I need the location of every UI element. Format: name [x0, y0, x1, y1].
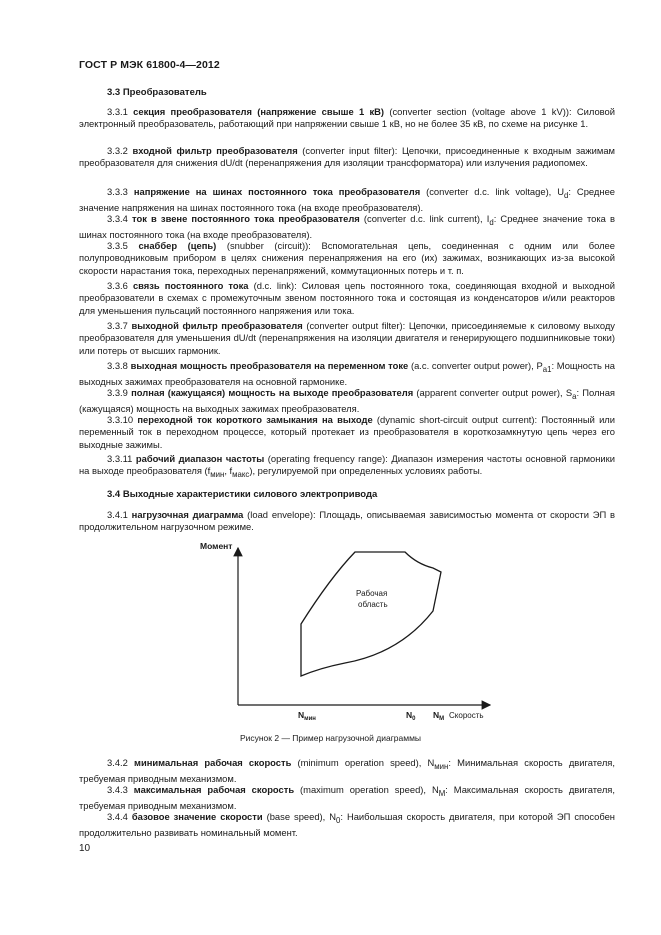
definition-3-3-2: 3.3.2 входной фильтр преобразователя (converter input filter): Цепочки, присоединенные к входным зажимам преобразователя для снижения dU/dt (перенапряжения для изоляции трансформатора) или излучения радиопомех. — [79, 145, 615, 169]
x-tick-n0: $N_0$ — [406, 710, 416, 722]
definition-3-3-11: 3.3.11 рабочий диапазон частоты (operating frequency range): Диапазон измерения частоты основной гармоники на выходе преобразователя ($f_{мин}$, $f_{макс}$), регулируемой при определенных условиях работы. — [79, 453, 615, 480]
x-tick-nmin: $N_{мин}$ — [298, 710, 316, 722]
region-label-line2: область — [358, 600, 388, 609]
definition-3-3-3: 3.3.3 напряжение на шинах постоянного тока преобразователя (converter d.c. link voltage), $U_d$: Среднее значение напряжения на шинах постоянного тока (на входе преобразователя). — [79, 186, 615, 214]
y-axis-label: Момент — [200, 541, 233, 551]
page-header: ГОСТ Р МЭК 61800-4—2012 — [79, 59, 220, 71]
figure-caption: Рисунок 2 — Пример нагрузочной диаграммы — [239, 733, 422, 743]
definition-3-3-7: 3.3.7 выходной фильтр преобразователя (converter output filter): Цепочки, присоединяемые к силовому выходу преобразователя для уменьшения dU/dt (перенапряжения на изоляции двигателя и генерирующего подшипниковые токи) или потерь от высших гармоник. — [79, 320, 615, 356]
load-envelope-diagram — [195, 538, 495, 723]
definition-3-3-4: 3.3.4 ток в звене постоянного тока преобразователя (converter d.c. link current), $I_d$: Среднее значение тока в шинах постоянного тока (на входе преобразователя). — [79, 213, 615, 241]
definition-3-3-1: 3.3.1 секция преобразователя (напряжение свыше 1 кВ) (converter section (voltage above 1 kV)): Силовой электронный преобразователь, работающий при напряжении свыше 1 кВ, но не более 35 кВ, по схеме на рисунке 1. — [79, 106, 615, 130]
section-title-3-4: 3.4 Выходные характеристики силового электропривода — [107, 489, 378, 500]
page-number: 10 — [79, 843, 91, 854]
definition-3-3-5: 3.3.5 снаббер (цепь) (snubber (circuit)): Вспомогательная цепь, соединенная с одним или более полупроводниковым прибором в целях снижения перенапряжения на его (их) зажимах, возникающих из-за высокой скорости нарастания тока, переходных перенапряжений, коммутационных потерь и т. п. — [79, 240, 615, 276]
section-title-3-3: 3.3 Преобразователь — [107, 87, 207, 98]
x-axis-label: Скорость — [449, 711, 484, 720]
definition-3-4-4: 3.4.4 базовое значение скорости (base speed), $N_0$: Наибольшая скорость двигателя, при которой ЭП способен продолжительно развивать номинальный момент. — [79, 811, 615, 839]
region-label-line1: Рабочая — [356, 589, 388, 598]
x-tick-nm: $N_M$ — [433, 710, 445, 722]
definition-3-3-6: 3.3.6 связь постоянного тока (d.c. link): Силовая цепь постоянного тока, соединяющая входной и выходной преобразователи в схемах с промежуточным звеном постоянного тока и состоящая из конденсаторов и/или реакторов для уменьшения пульсаций постоянного напряжения или тока. — [79, 280, 615, 316]
definition-3-4-3: 3.4.3 максимальная рабочая скорость (maximum operation speed), $N_M$: Максимальная скорость двигателя, требуемая приводным механизмом. — [79, 784, 615, 812]
definition-3-4-2: 3.4.2 минимальная рабочая скорость (minimum operation speed), $N_{мин}$: Минимальная скорость двигателя, требуемая приводным механизмом. — [79, 757, 615, 785]
definition-3-3-10: 3.3.10 переходной ток короткого замыкания на выходе (dynamic short-circuit output current): Постоянный или переменный ток в переходном процессе, который протекает из преобразователя в короткозамкнутую цепь через его выходные зажимы. — [79, 414, 616, 450]
operating-region-outline — [301, 552, 441, 676]
definition-3-4-1: 3.4.1 нагрузочная диаграмма (load envelope): Площадь, описываемая зависимостью момента от скорости ЭП в продолжительном нагрузочном режиме. — [79, 509, 615, 533]
definition-3-3-9: 3.3.9 полная (кажущаяся) мощность на выходе преобразователя (apparent converter output power), $S_a$: Полная (кажущаяся) мощность на выходных зажимах преобразователя. — [79, 387, 615, 415]
definition-3-3-8: 3.3.8 выходная мощность преобразователя на переменном токе (a.c. converter output power), $P_{a1}$: Мощность на выходных зажимах преобразователя на основной гармонике. — [79, 360, 615, 388]
